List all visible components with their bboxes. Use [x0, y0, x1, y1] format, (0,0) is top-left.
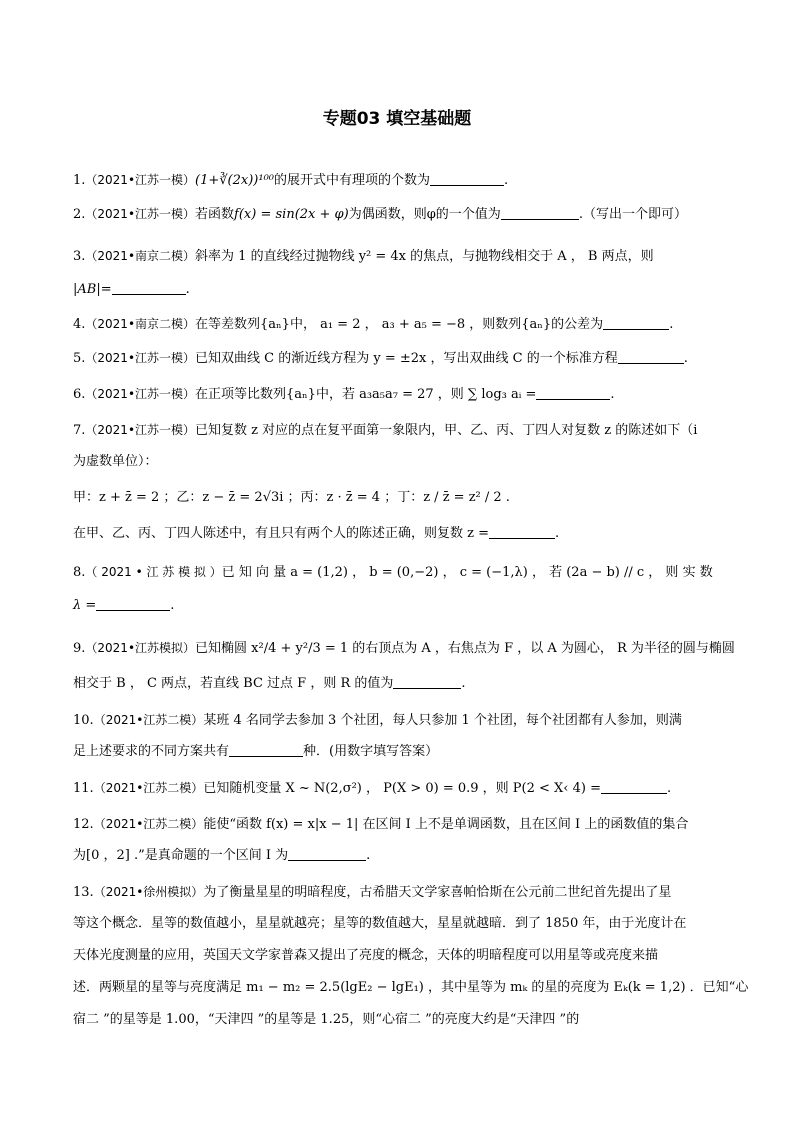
answer-blank[interactable]: [618, 349, 684, 364]
question-source: （2021•江苏二模）: [93, 781, 204, 795]
question-end: 种．(用数字填写答案）: [303, 744, 439, 759]
question-pre: 若函数: [195, 207, 235, 222]
question-number: 9.: [73, 641, 86, 656]
question-line: 等这个概念．星等的数值越小，星星就越亮；星等的数值越大，星星就越暗．到了 1850 年，由于光度计在: [73, 916, 687, 931]
question-source: （2021•江苏二模）: [93, 713, 204, 727]
answer-blank[interactable]: [536, 385, 610, 400]
question-end: .: [667, 781, 672, 796]
question-7: [73, 414, 723, 447]
question-line: 宿二 ”的星等是 1.00，“天津四 ”的星等是 1.25，则“心宿二 ”的亮度大约是“天津四 ”的: [73, 1012, 580, 1027]
question-line: 为虚数单位）：: [73, 454, 158, 469]
question-text: 已知随机变量 X ~ N(2,σ²) ， P(X > 0) = 0.9 ，则 P(2 < X‹ 4) =: [203, 781, 601, 796]
question-text: 为偶函数，则φ的一个值为: [348, 207, 501, 222]
answer-blank[interactable]: [288, 846, 366, 861]
question-end: .: [366, 848, 371, 863]
question-number: 10.: [73, 713, 94, 728]
question-number: 1.: [73, 173, 86, 188]
question-end: .: [610, 387, 615, 402]
question-source: （ 2021 • 江 苏 模 拟 ）: [85, 565, 222, 579]
question-line: 为[0 ，2] .”是真命题的一个区间 I 为: [73, 848, 289, 863]
question-7-line4: [73, 518, 723, 550]
question-number: 5.: [73, 351, 86, 366]
question-12-line2: [73, 840, 723, 872]
question-end: .: [461, 676, 466, 691]
question-line: 能使“函数 f(x) = x|x − 1| 在区间 I 上不是单调函数，且在区间 I 上的函数值的集合: [203, 817, 689, 832]
question-9: [73, 632, 735, 665]
question-number: 12.: [73, 817, 94, 832]
question-number: 11.: [73, 781, 94, 796]
question-number: 13.: [73, 885, 94, 900]
question-line: 述．两颗星的星等与亮度满足 m₁ − m₂ = 2.5(lgE₂ − lgE₁) ，其中星等为 mₖ 的星的亮度为 Eₖ(k = 1,2) ．已知“心: [73, 980, 749, 995]
question-13-line2: [73, 908, 723, 940]
question-7-line3: [73, 482, 723, 514]
question-2: [73, 198, 723, 231]
question-line: 天体光度测量的应用，英国天文学家普森又提出了亮度的概念，天体的明暗程度可以用星等或亮度来描: [73, 948, 659, 963]
question-source: （2021•江苏一模）: [85, 423, 196, 437]
question-number: 2.: [73, 207, 86, 222]
question-text: 在等差数列{aₙ}中， a₁ = 2 ， a₃ + a₅ = −8 ，则数列{aₙ}的公差为: [195, 317, 604, 332]
question-source: （2021•江苏一模）: [85, 207, 196, 221]
question-number: 4.: [73, 317, 86, 332]
question-source: （2021•江苏一模）: [85, 173, 196, 187]
question-7-line2: [73, 446, 723, 478]
answer-blank[interactable]: [489, 524, 555, 539]
question-end: .: [683, 351, 688, 366]
question-line: 已知复数 z 对应的点在复平面第一象限内，甲、乙、丙、丁四人对复数 z 的陈述如下（i: [195, 423, 698, 438]
question-text: 已知双曲线 C 的渐近线方程为 y = ±2x ，写出双曲线 C 的一个标准方程: [195, 351, 618, 366]
answer-blank[interactable]: [229, 742, 303, 757]
question-line: 在甲、乙、丙、丁四人陈述中，有且只有两个人的陈述正确，则复数 z =: [73, 526, 490, 541]
question-text: 在正项等比数列{aₙ}中，若 a₃a₅a₇ = 27 ，则 ∑ log₃ aᵢ =: [195, 387, 537, 402]
answer-blank[interactable]: [96, 596, 170, 611]
question-13: [73, 876, 723, 909]
question-9-line2: [73, 668, 723, 700]
question-10: [73, 704, 723, 737]
question-source: （2021•徐州模拟）: [93, 885, 204, 899]
question-13-line3: [73, 940, 723, 972]
question-3: [73, 240, 723, 273]
question-math: f(x) = sin(2x + φ): [234, 207, 349, 222]
question-8-line2: [73, 590, 723, 622]
answer-blank[interactable]: [501, 205, 579, 220]
question-line: 相交于 B ， C 两点，若直线 BC 过点 F ，则 R 的值为: [73, 676, 394, 691]
question-line: λ =: [73, 598, 97, 613]
question-13-line4: [73, 972, 749, 1004]
question-end: .: [504, 173, 509, 188]
question-source: （2021•南京二模）: [85, 317, 196, 331]
answer-blank[interactable]: [601, 779, 667, 794]
question-8: [73, 556, 723, 589]
page-title: 专题03 填空基础题: [322, 109, 472, 129]
answer-blank[interactable]: [430, 171, 504, 186]
question-end: .（写出一个即可）: [578, 207, 687, 222]
question-13-line5: [73, 1004, 723, 1036]
question-source: （2021•江苏一模）: [85, 351, 196, 365]
question-number: 3.: [73, 249, 86, 264]
answer-blank[interactable]: [603, 315, 669, 330]
question-5: [73, 342, 723, 375]
question-number: 6.: [73, 387, 86, 402]
question-4: [73, 308, 723, 341]
answer-blank[interactable]: [393, 674, 461, 689]
question-end: .: [185, 282, 190, 297]
question-source: （2021•江苏二模）: [93, 817, 204, 831]
question-line: 甲：z + z̄ = 2 ；乙：z − z̄ = 2√3i ；丙：z · z̄ = 4 ；丁：z / z̄ = z² / 2 .: [73, 490, 510, 505]
question-end: .: [555, 526, 560, 541]
question-6: [73, 378, 723, 411]
question-line: 为了衡量星星的明暗程度，古希腊天文学家喜帕恰斯在公元前二世纪首先提出了星: [203, 885, 672, 900]
question-source: （2021•江苏一模）: [85, 387, 196, 401]
question-line: 足上述要求的不同方案共有: [73, 744, 230, 759]
question-12: [73, 808, 723, 841]
question-number: 8.: [73, 565, 86, 580]
question-1: [73, 164, 723, 197]
answer-blank[interactable]: [112, 280, 186, 295]
question-text: 的展开式中有理项的个数为: [274, 173, 431, 188]
question-line: 已知椭圆 x²/4 + y²/3 = 1 的右顶点为 A ，右焦点为 F ，以 A 为圆心， R 为半径的圆与椭圆: [195, 641, 735, 656]
question-number: 7.: [73, 423, 86, 438]
question-10-line2: [73, 736, 723, 768]
question-end: .: [669, 317, 674, 332]
question-math: (1+∛(2x))¹⁰⁰: [195, 173, 275, 188]
question-line: |AB|=: [73, 282, 112, 297]
question-3-line2: [73, 274, 723, 306]
question-end: .: [170, 598, 175, 613]
question-source: （2021•南京二模）: [85, 249, 196, 263]
question-11: [73, 772, 723, 805]
question-line: 某班 4 名同学去参加 3 个社团，每人只参加 1 个社团，每个社团都有人参加，则满: [203, 713, 682, 728]
question-source: （2021•江苏模拟）: [85, 641, 196, 655]
question-line: 已 知 向 量 a = (1,2) ， b = (0,−2) ， c = (−1,λ) ， 若 (2a − b) // c ， 则 实 数: [221, 565, 713, 580]
question-line: 斜率为 1 的直线经过抛物线 y² = 4x 的焦点，与抛物线相交于 A ， B 两点，则: [195, 249, 654, 264]
